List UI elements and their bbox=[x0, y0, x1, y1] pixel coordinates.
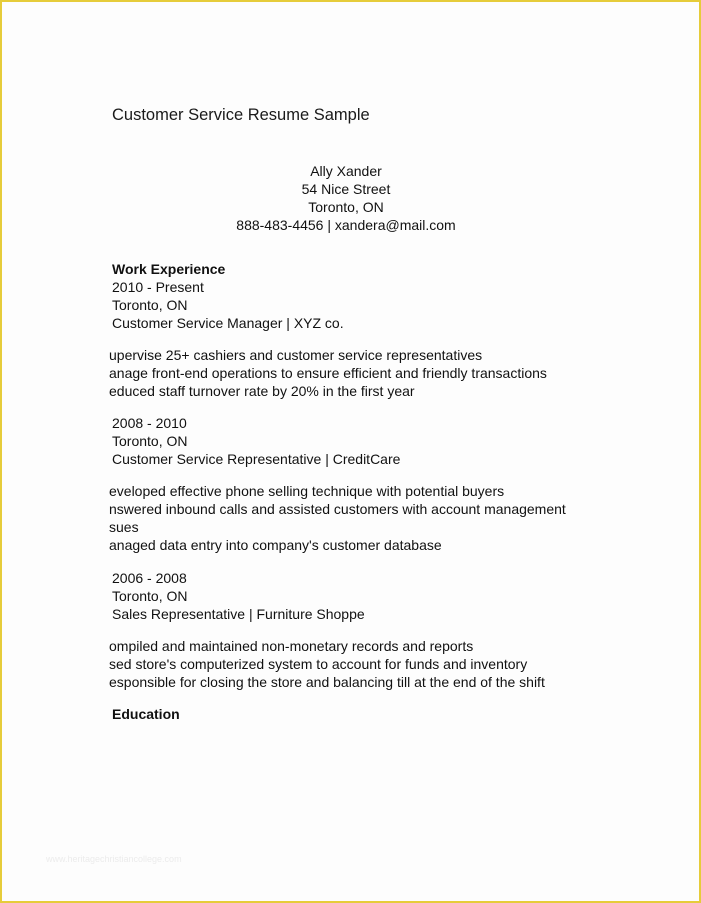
job-header bbox=[112, 569, 365, 623]
bullet-line: educed staff turnover rate by 20% in the first year bbox=[109, 383, 415, 399]
watermark-text: www.heritagechristiancollege.com bbox=[46, 854, 182, 864]
job-bullets bbox=[109, 637, 579, 691]
job-location: Toronto, ON bbox=[112, 297, 188, 313]
bullet-line: nswered inbound calls and assisted customers with account management bbox=[109, 501, 566, 517]
bullet-line: sed store's computerized system to account for funds and inventory bbox=[109, 656, 528, 672]
job-dates: 2008 - 2010 bbox=[112, 415, 187, 431]
contact-phone-email: 888-483-4456 | xandera@mail.com bbox=[236, 217, 456, 233]
job-dates: 2010 - Present bbox=[112, 279, 204, 295]
job-title: Customer Service Manager | XYZ co. bbox=[112, 315, 344, 331]
bullet-line: esponsible for closing the store and balancing till at the end of the shift bbox=[109, 674, 545, 690]
job-header bbox=[112, 278, 344, 332]
job-location: Toronto, ON bbox=[112, 433, 188, 449]
bullet-line: anaged data entry into company's customer database bbox=[109, 537, 442, 553]
contact-street: 54 Nice Street bbox=[301, 181, 391, 197]
education-heading: Education bbox=[112, 706, 180, 722]
bullet-line: anage front-end operations to ensure efficient and friendly transactions bbox=[109, 365, 547, 381]
bullet-line: sues bbox=[109, 519, 139, 535]
job-bullets bbox=[109, 482, 579, 554]
page-title: Customer Service Resume Sample bbox=[112, 106, 370, 124]
contact-name: Ally Xander bbox=[310, 163, 382, 179]
job-header bbox=[112, 414, 400, 468]
bullet-line: eveloped effective phone selling technique with potential buyers bbox=[109, 483, 505, 499]
job-title: Customer Service Representative | CreditCare bbox=[112, 451, 401, 467]
job-bullets bbox=[109, 346, 579, 400]
job-dates: 2006 - 2008 bbox=[112, 570, 187, 586]
job-location: Toronto, ON bbox=[112, 588, 188, 604]
work-experience-heading: Work Experience bbox=[112, 261, 226, 277]
contact-city: Toronto, ON bbox=[308, 199, 384, 215]
bullet-line: upervise 25+ cashiers and customer service representatives bbox=[109, 347, 483, 363]
bullet-line: ompiled and maintained non-monetary records and reports bbox=[109, 638, 474, 654]
job-title: Sales Representative | Furniture Shoppe bbox=[112, 606, 365, 622]
